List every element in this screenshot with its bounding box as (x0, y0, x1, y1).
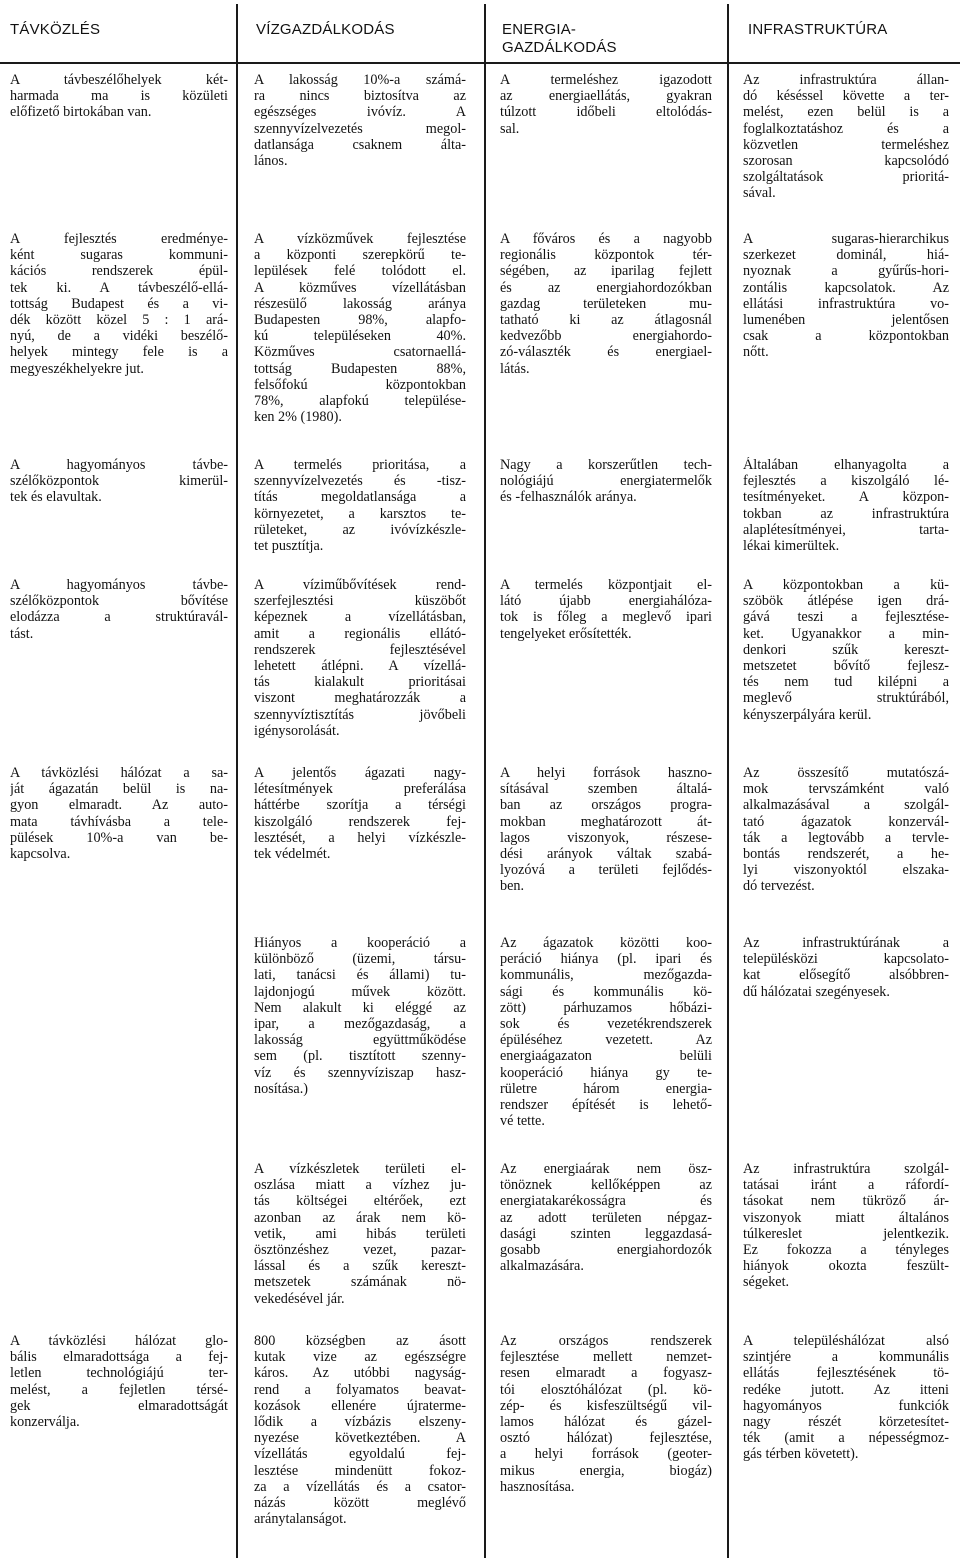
cell-tavkozles-row-2: A fejlesztés eredménye- ként sugaras kommuni- kációs rendszerek épül- tek ki. A távbeszélő-ellá- tottság Budapest és a vi- dék között közel 5 : 1 ará- nyú, de a vidéki beszélő- helyek mintegy fele is a megyeszékhelyekre jut. (10, 231, 228, 377)
cell-infrastruktura-row-1: Az infrastruktúra állan- dó késéssel követte a ter- melést, ezen belül is a foglalkoztatáshoz és a közvetlen termeléshez szorosan kapcsolódó szolgáltatások prioritá- sával. (743, 72, 949, 202)
cell-energiagazdalkodas-row-3: Nagy a korszerűtlen tech- nológiájú energiatermelők és -felhasználók aránya. (500, 457, 712, 506)
column-header-vizgazdalkodas: VÍZGAZDÁLKODÁS (256, 21, 395, 38)
column-divider (236, 4, 238, 1558)
cell-vizgazdalkodas-row-2: A vízközművek fejlesztése a központi szerepkörű te- lepülések felé tolódott el. A közműves vízellátásban részesülő lakosság aránya Budapesten 98%, alapfo- kú településeken 40%. Közműves csatornaellá- tottság Budapesten 88%, felsőfokú központokban 78%, alapfokú települése- ken 2% (1980). (254, 231, 466, 426)
cell-vizgazdalkodas-row-6: Hiányos a kooperáció a különböző (üzemi, társu- lati, tanácsi és állami) tu- lajdonjogú művek között. Nem alakult ki eléggé az ipar, a mezőgazdaság, a lakosság együttműködése sem (pl. tisztított szenny- víz és szennyvíziszap hasz- nosítása.) (254, 935, 466, 1097)
header-rule (0, 62, 960, 64)
cell-energiagazdalkodas-row-5: A helyi források haszno- sításával szemben általá- ban az országos progra- mokban meghatározott át- lagos viszonyok, részese- dési arányok váltak szabá- lyozóvá a területi fejlődés- ben. (500, 765, 712, 895)
cell-infrastruktura-row-6: Az infrastruktúrának a településközi kapcsolato- kat elősegítő alsóbbren- dű hálózatai szegényesek. (743, 935, 949, 1000)
cell-vizgazdalkodas-row-4: A víziműbővítések rend- szerfejlesztési küszöbőt képeznek a vízellátásban, amit a regionális ellátó- rendszerek fejlesztésével lehetett átlépni. A vízellá- tás kialakult prioritásai viszont meghatározzák a szennyvíztisztítás jövőbeli igénysorolását. (254, 577, 466, 739)
cell-infrastruktura-row-3: Általában elhanyagolta a fejlesztés a kiszolgáló lé- tesítményeket. A közpon- tokban az infrastruktúra alaplétesítményei, tarta- lékai kimerültek. (743, 457, 949, 555)
cell-energiagazdalkodas-row-6: Az ágazatok közötti koo- peráció hiánya (pl. ipari és kommunális, mezőgazda- sági és kommunális kö- zött) párhuzamos hőbázi- sok és vezetékrendszerek épüléséhez vezetett. Az energiaágazaton belüli kooperáció hiánya gy te- rületre három energia- rendszer építését is lehető- vé tette. (500, 935, 712, 1130)
cell-vizgazdalkodas-row-5: A jelentős ágazati nagy- létesítmények preferálása háttérbe szorítja a térségi kiszolgáló rendszerek fej- lesztését, a helyi vízkészle- tek védelmét. (254, 765, 466, 863)
column-divider (484, 4, 486, 1558)
cell-tavkozles-row-8: A távközlési hálózat glo- bális elmaradottsága a fej- letlen technológiájú ter- melést, a fejletlen térsé- gek elmaradottságát konzerválja. (10, 1333, 228, 1431)
cell-tavkozles-row-5: A távközlési hálózat a sa- ját ágazatán belül is na- gyon elmaradt. Az auto- mata távhívásba a tele- pülések 10%-a van be- kapcsolva. (10, 765, 228, 863)
cell-energiagazdalkodas-row-7: Az energiaárak nem ösz- tönöznek kellőképpen az energiatakarékosságra és az adott területen népgaz- dasági szinten leggazdasá- gosabb energiahordozók alkalmazására. (500, 1161, 712, 1275)
cell-vizgazdalkodas-row-1: A lakosság 10%-a számá- ra nincs biztosítva az egészséges ivóvíz. A szennyvízelvezetés megol- datlansága csaknem álta- lános. (254, 72, 466, 170)
cell-tavkozles-row-3: A hagyományos távbe- szélőközpontok kimerül- tek és elavultak. (10, 457, 228, 506)
cell-energiagazdalkodas-row-8: Az országos rendszerek fejlesztése mellett nemzet- resen elmaradt a fogyasz- tói elosztóhálózat (pl. kö- zép- és kisfeszültségű vil- lamos hálózat és gázel- osztó hálózat) fejlesztése, a helyi források (geoter- mikus energia, biogáz) hasznosítása. (500, 1333, 712, 1495)
column-divider (727, 4, 729, 1558)
column-header-tavkozles: TÁVKÖZLÉS (10, 21, 101, 38)
cell-vizgazdalkodas-row-7: A vízkészletek területi el- oszlása miatt a vízhez ju- tás költségei eltérőek, ezt azonban az árak nem kö- vetik, ami hibás területi ösztönzéshez vezet, pazar- lással és a szűk kereszt- metszetek számának nö- vekedésével jár. (254, 1161, 466, 1307)
cell-tavkozles-row-4: A hagyományos távbe- szélőközpontok bővítése elodázza a struktúravál- tást. (10, 577, 228, 642)
cell-vizgazdalkodas-row-8: 800 községben az ásott kutak vize az egészségre káros. Az utóbbi nagyság- rend a folyamatos beavat- kozások ellenére újraterme- lődik a vízbázis elszeny- nyezése következtében. A vízellátás egyoldalú fej- lesztése mindenütt fokoz- za a vízellátás és a csator- názás között meglévő aránytalanságot. (254, 1333, 466, 1528)
column-header-infrastruktura: INFRASTRUKTÚRA (748, 21, 888, 38)
cell-infrastruktura-row-8: A településhálózat alsó szintjére a kommunális ellátás fejlesztésének tö- redéke jutott. Az itteni hagyományos funkciók nagy részét körzetesítet- ték (amit a népességmoz- gás térben követett). (743, 1333, 949, 1463)
cell-infrastruktura-row-7: Az infrastruktúra szolgál- tatásai iránt a ráfordí- tásokat nem tükröző ár- viszonyok miatt általános túlkereslet jelentkezik. Ez fokozza a tényleges hiányok okozta feszült- ségeket. (743, 1161, 949, 1291)
column-header-energiagazdalkodas: ENERGIA- GAZDÁLKODÁS (502, 21, 617, 56)
cell-infrastruktura-row-4: A központokban a kü- szöbök átlépése igen drá- gává teszi a fejlesztése- ket. Ugyanakkor a min- denkori szűk kereszt- metszetet bővítő fejlesz- tés nem tud kilépni a meglevő struktúrából, kényszerpályára kerül. (743, 577, 949, 723)
cell-infrastruktura-row-5: Az összesítő mutatószá- mok tervszámként való alkalmazásával a szolgál- tató ágazatok konzervál- ták a legtovább a tervle- bontás rendszerét, a he- lyi viszonyoktól elszaka- dó tervezést. (743, 765, 949, 895)
cell-infrastruktura-row-2: A sugaras-hierarchikus szerkezet dominál, hiá- nyoznak a gyűrűs-hori- zontális kapcsolatok. Az ellátási infrastruktúra vo- lumenében jelentősen csak a központokban nőtt. (743, 231, 949, 361)
cell-vizgazdalkodas-row-3: A termelés prioritása, a szennyvízelvezetés és -tisz- títás megoldatlansága a környezetet, a karsztos te- rületeket, az ivóvízkészle- tet pusztítja. (254, 457, 466, 555)
cell-energiagazdalkodas-row-2: A főváros és a nagyobb regionális központok tér- ségében, az iparilag fejlett és az energiahordozókban gazdag területeken mu- tatható ki az átlagosnál kedvezőbb energiahordo- zó-választék és energiael- látás. (500, 231, 712, 377)
cell-energiagazdalkodas-row-1: A termeléshez igazodott az energiaellátás, gyakran túlzott időbeli eltolódás- sal. (500, 72, 712, 137)
cell-energiagazdalkodas-row-4: A termelés központjait el- látó újabb energiahálóza- tok is főleg a meglevő ipari tengelyeket erősítették. (500, 577, 712, 642)
cell-tavkozles-row-1: A távbeszélőhelyek két- harmada ma is közületi előfizető birtokában van. (10, 72, 228, 121)
